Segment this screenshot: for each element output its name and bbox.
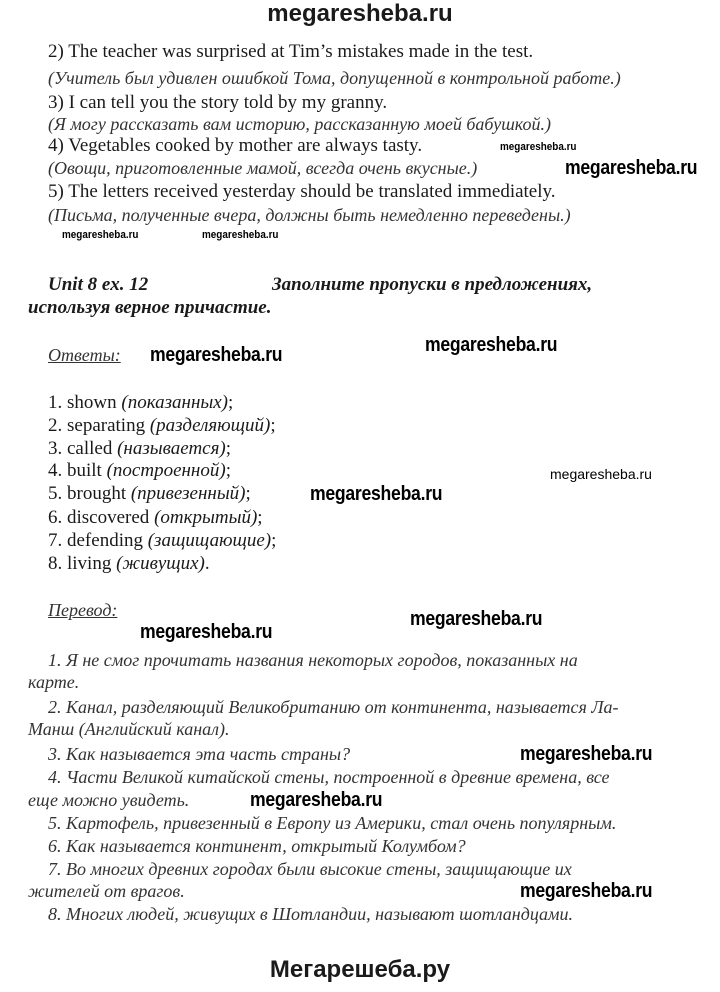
watermark: megaresheba.ru <box>520 880 653 902</box>
watermark: megaresheba.ru <box>150 344 283 366</box>
sentence-en: 3) I can tell you the story told by my granny. <box>48 92 388 113</box>
translation-line: Манш (Английский канал). <box>28 719 230 739</box>
translation-line: жителей от врагов. <box>28 881 185 901</box>
translation-line: карте. <box>28 672 80 692</box>
translation-line: 3. Как называется эта часть страны? <box>48 744 351 764</box>
answer-item: 5. brought (привезенный); <box>48 483 251 504</box>
sentence-ru: (Учитель был удивлен ошибкой Тома, допущенной в контрольной работе.) <box>48 68 621 88</box>
translation-line: 6. Как называется континент, открытый Колумбом? <box>48 836 466 856</box>
sentence-ru: (Письма, полученные вчера, должны быть немедленно переведены.) <box>48 205 571 225</box>
translation-label: Перевод: <box>48 600 118 620</box>
watermark: megaresheba.ru <box>202 229 279 241</box>
watermark: megaresheba.ru <box>520 743 653 765</box>
watermark: megaresheba.ru <box>410 608 543 630</box>
watermark: megaresheba.ru <box>500 141 577 153</box>
answer-item: 8. living (живущих). <box>48 553 210 574</box>
watermark: megaresheba.ru <box>140 621 273 643</box>
translation-line: 5. Картофель, привезенный в Европу из Америки, стал очень популярным. <box>48 813 617 833</box>
exercise-task: используя верное причастие. <box>28 297 272 318</box>
site-header: megaresheba.ru <box>267 0 453 27</box>
sentence-en: 4) Vegetables cooked by mother are always tasty. <box>48 135 423 156</box>
answer-item: 4. built (построенной); <box>48 460 231 481</box>
translation-line: 8. Многих людей, живущих в Шотландии, называют шотландцами. <box>48 904 574 924</box>
exercise-task: Заполните пропуски в предложениях, <box>272 274 593 295</box>
answer-item: 1. shown (показанных); <box>48 392 234 413</box>
watermark: megaresheba.ru <box>250 789 383 811</box>
answer-item: 2. separating (разделяющий); <box>48 415 276 436</box>
sentence-en: 5) The letters received yesterday should be translated immediately. <box>48 181 556 202</box>
watermark: megaresheba.ru <box>310 483 443 505</box>
watermark: megaresheba.ru <box>425 334 558 356</box>
exercise-unit: Unit 8 ex. 12 <box>48 274 149 295</box>
watermark: megaresheba.ru <box>550 466 652 482</box>
answers-label: Ответы: <box>48 345 121 365</box>
answer-item: 7. defending (защищающие); <box>48 530 277 551</box>
site-footer: Мегарешеба.ру <box>269 956 451 983</box>
answer-item: 6. discovered (открытый); <box>48 507 263 528</box>
watermark: megaresheba.ru <box>62 229 139 241</box>
translation-line: 7. Во многих древних городах были высокие стены, защищающие их <box>48 859 572 879</box>
translation-line: 2. Канал, разделяющий Великобританию от континента, называется Ла- <box>48 697 619 717</box>
sentence-en: 2) The teacher was surprised at Tim’s mistakes made in the test. <box>48 41 534 62</box>
answer-item: 3. called (называется); <box>48 438 232 459</box>
translation-line: еще можно увидеть. <box>28 790 190 810</box>
watermark: megaresheba.ru <box>565 157 698 179</box>
sentence-ru: (Я могу рассказать вам историю, рассказанную моей бабушкой.) <box>48 114 552 134</box>
translation-line: 4. Части Великой китайской стены, построенной в древние времена, все <box>48 767 610 787</box>
sentence-ru: (Овощи, приготовленные мамой, всегда очень вкусные.) <box>48 158 478 178</box>
translation-line: 1. Я не смог прочитать названия некоторых городов, показанных на <box>48 650 578 670</box>
